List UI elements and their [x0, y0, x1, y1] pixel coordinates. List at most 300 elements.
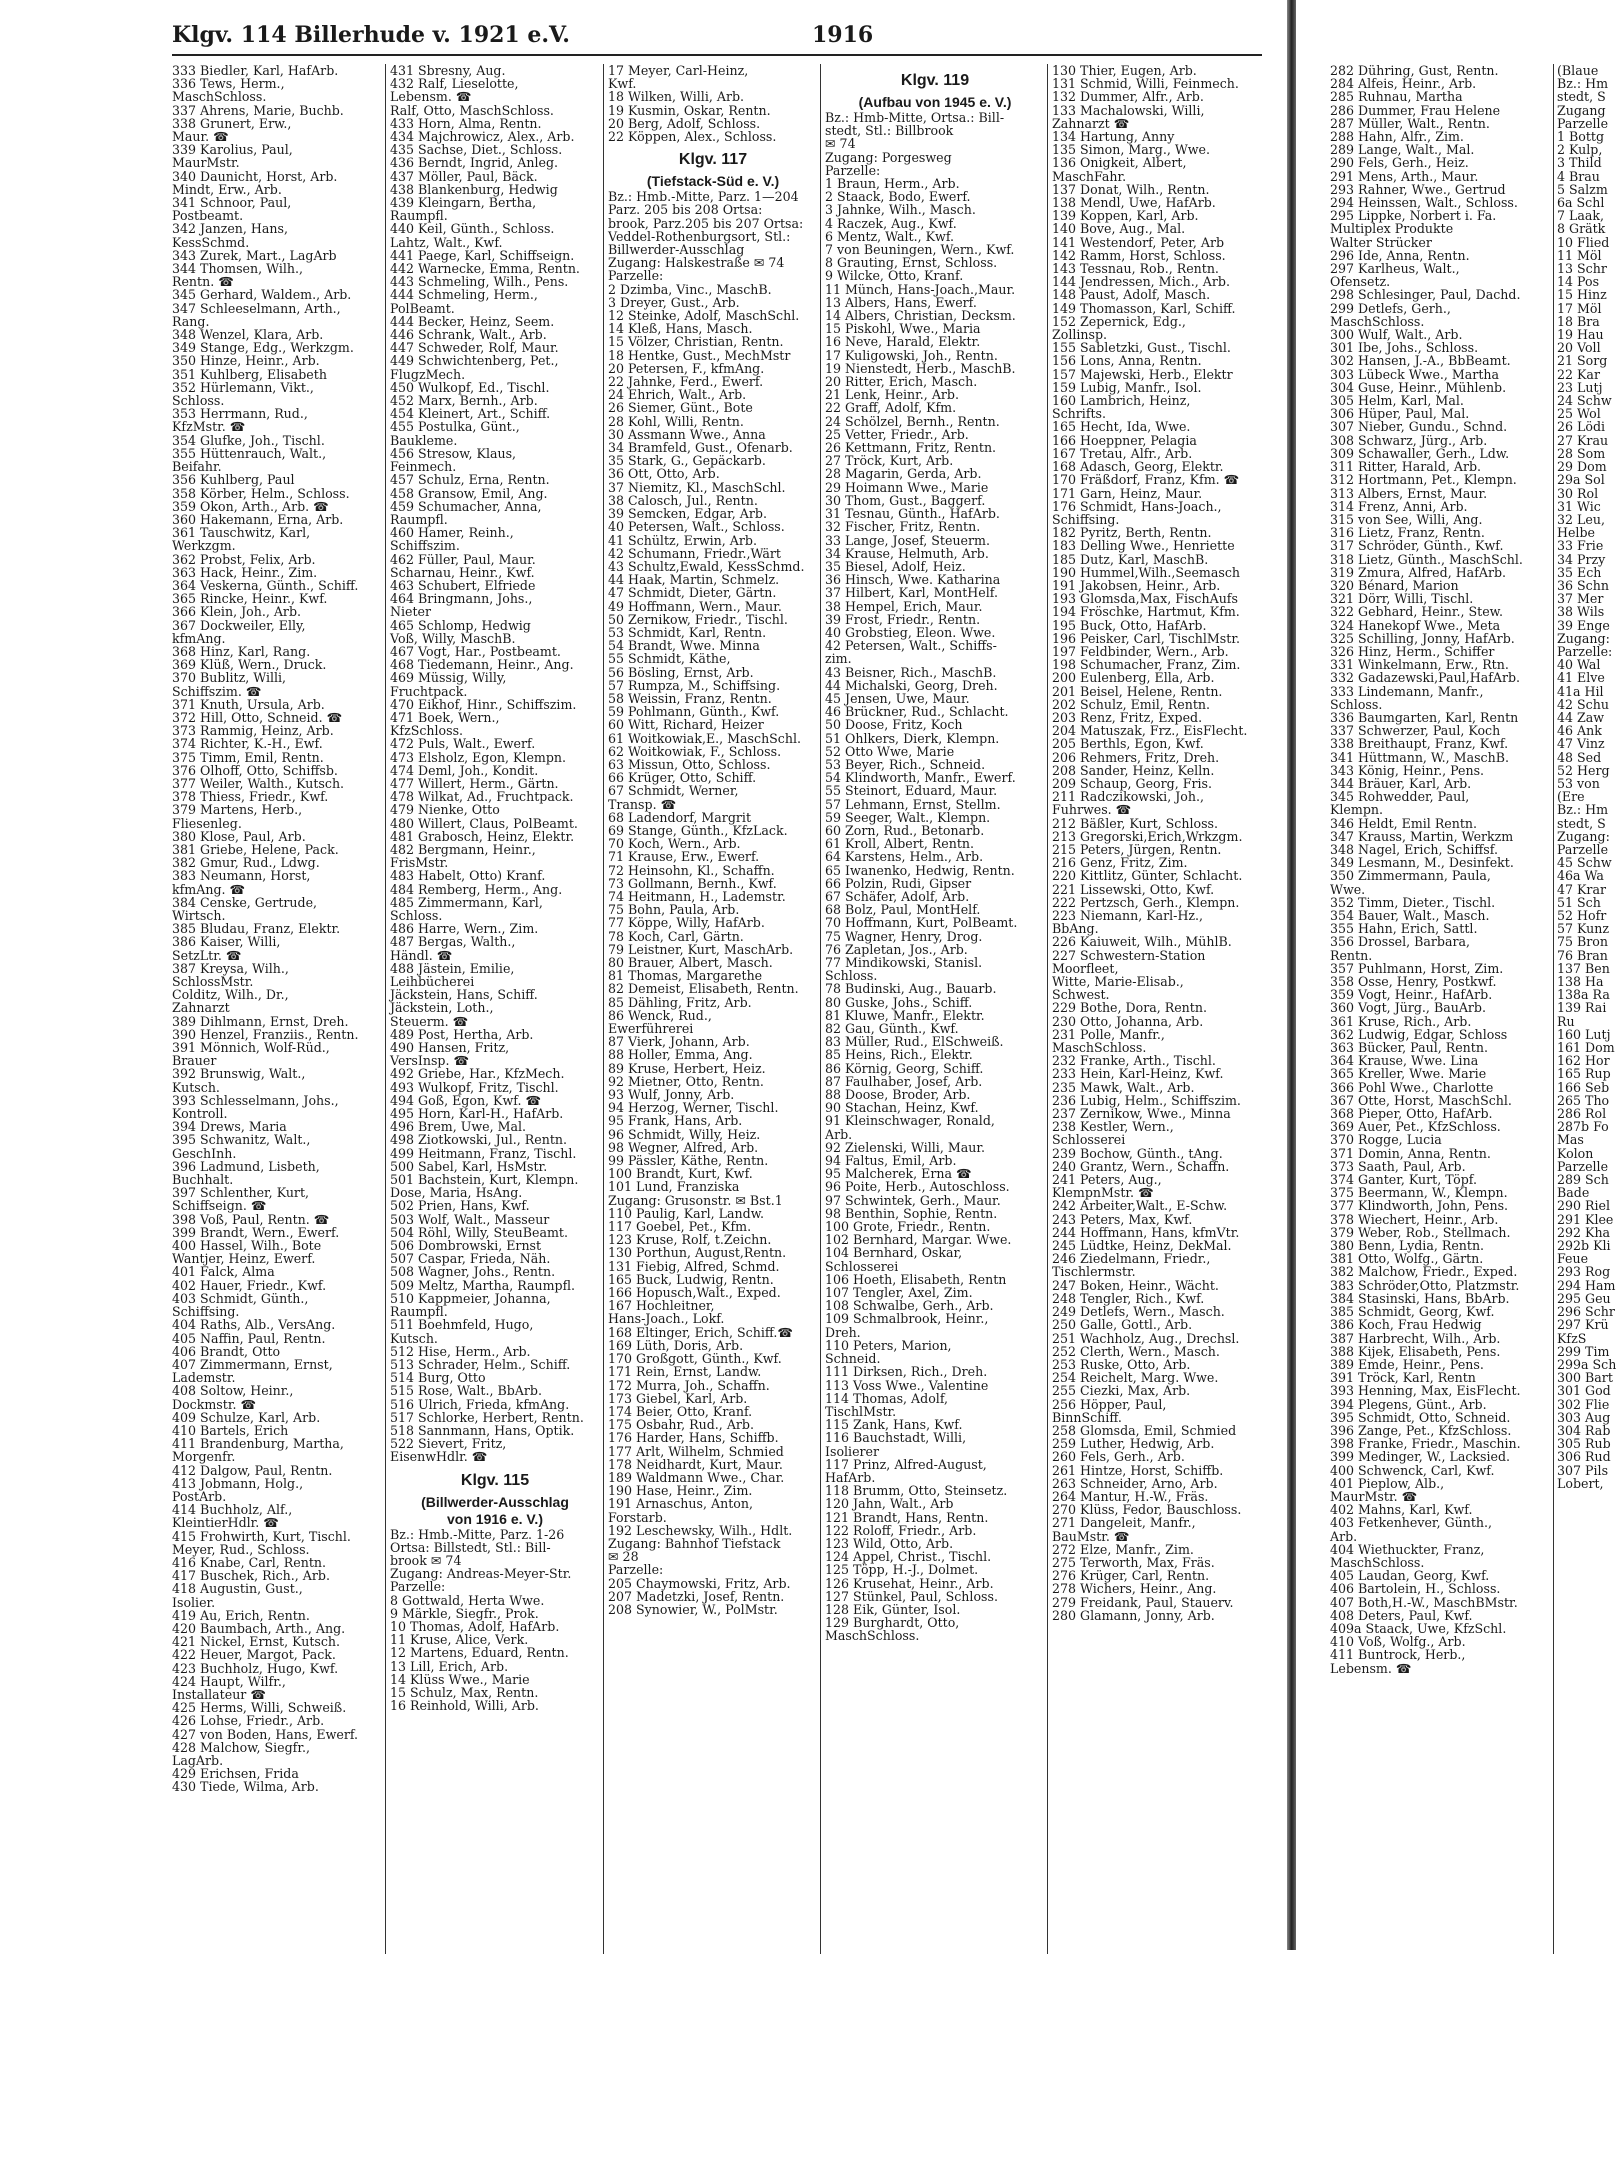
directory-entry: 138 Ha: [1557, 974, 1604, 990]
directory-entry: 239 Bochow, Günth., tAng.: [1052, 1145, 1223, 1161]
directory-entry: BauMstr. ☎: [1052, 1528, 1130, 1544]
directory-entry: 484 Remberg, Herm., Ang.: [390, 881, 563, 897]
directory-entry: 200 Eulenberg, Ella, Arb.: [1052, 670, 1215, 686]
directory-entry: Ofensetz.: [1330, 274, 1391, 290]
directory-entry: Bade: [1557, 1185, 1590, 1201]
directory-entry: 333 Lindemann, Manfr.,: [1330, 683, 1484, 699]
directory-entry: 368 Pieper, Otto, HafArb.: [1330, 1106, 1493, 1122]
directory-entry: 288 Hahn, Alfr., Zim.: [1330, 129, 1464, 145]
directory-entry: Wwe.: [1330, 881, 1366, 897]
directory-entry: 47 Vinz: [1557, 736, 1605, 752]
directory-entry: 139 Rai: [1557, 1000, 1607, 1016]
directory-entry: 85 Heins, Rich., Elektr.: [825, 1047, 973, 1063]
directory-entry: 38 Hempel, Erich, Maur.: [825, 598, 983, 614]
directory-entry: 350 Hinze, Heinr., Arb.: [172, 353, 320, 369]
directory-entry: 357 Puhlmann, Horst, Zim.: [1330, 960, 1504, 976]
directory-entry: 374 Ganter, Kurt, Töpf.: [1330, 1172, 1477, 1188]
directory-entry: Morgenfr.: [172, 1449, 236, 1465]
directory-entry: 415 Frohwirth, Kurt, Tischl.: [172, 1528, 351, 1544]
directory-entry: 403 Schmidt, Günth.,: [172, 1290, 309, 1306]
directory-entry: 407 Zimmermann, Ernst,: [172, 1356, 333, 1372]
directory-entry: 295 Lippke, Norbert i. Fa.: [1330, 208, 1497, 224]
directory-entry: 350 Zimmermann, Paula,: [1330, 868, 1491, 884]
directory-entry: 440 Keil, Günth., Schloss.: [390, 221, 555, 237]
directory-entry: 399 Medinger, W., Lacksied.: [1330, 1449, 1511, 1465]
directory-entry: 426 Lohse, Friedr., Arb.: [172, 1713, 325, 1729]
directory-entry: 42 Schu: [1557, 696, 1609, 712]
directory-entry: 285 Ruhnau, Martha: [1330, 89, 1463, 105]
directory-entry: Zahnarzt ☎: [1052, 115, 1130, 131]
directory-entry: 456 Stresow, Klaus,: [390, 445, 517, 461]
directory-entry: 358 Osse, Henry, Postkwf.: [1330, 974, 1497, 990]
directory-entry: 165 Hecht, Ida, Wwe.: [1052, 419, 1191, 435]
directory-entry: Raumpfl.: [390, 1304, 448, 1320]
directory-column-7: [1557, 63, 1616, 1491]
directory-entry: 139 Koppen, Karl, Arb.: [1052, 208, 1199, 224]
directory-entry: 299 Tim: [1557, 1343, 1610, 1359]
directory-entry: 81 Thomas, Margarethe: [608, 968, 763, 984]
directory-entry: 173 Giebel, Karl, Arb.: [608, 1390, 748, 1406]
directory-entry: Mas: [1557, 1132, 1584, 1148]
directory-entry: 402 Mahns, Karl, Kwf.: [1330, 1502, 1473, 1518]
directory-entry: 492 Griebe, Har., KfzMech.: [390, 1066, 565, 1082]
directory-entry: 496 Brem, Uwe, Mal.: [390, 1119, 527, 1135]
directory-entry: 517 Schlorke, Herbert, Rentn.: [390, 1409, 584, 1425]
directory-entry: 79 Leistner, Kurt, MaschArb.: [608, 941, 794, 957]
directory-entry: 293 Rahner, Wwe., Gertrud: [1330, 181, 1506, 197]
directory-entry: 182 Pyritz, Berth, Rentn.: [1052, 525, 1212, 541]
directory-entry: 17 Möl: [1557, 300, 1602, 316]
directory-entry: 401 Pieplow, Alb.,: [1330, 1475, 1445, 1491]
directory-entry: 231 Polle, Manfr.,: [1052, 1026, 1165, 1042]
directory-entry: 195 Buck, Otto, HafArb.: [1052, 617, 1207, 633]
directory-entry: 339 Karolius, Paul,: [172, 142, 293, 158]
directory-entry: 220 Kittlitz, Günter, Schlacht.: [1052, 868, 1243, 884]
directory-entry: 168 Eltinger, Erich, Schiff.☎: [608, 1324, 794, 1340]
directory-entry: 20 Berg, Adolf, Schloss.: [608, 115, 761, 131]
directory-entry: 384 Censke, Gertrude,: [172, 894, 318, 910]
directory-entry: 4 Brau: [1557, 168, 1600, 184]
directory-entry: 447 Schweder, Rolf, Maur.: [390, 340, 559, 356]
directory-entry: (Ere: [1557, 789, 1585, 805]
directory-entry: 251 Wachholz, Aug., Drechsl.: [1052, 1330, 1240, 1346]
directory-entry: MaschSchloss.: [1330, 313, 1425, 329]
directory-entry: Zugang: Porgesweg: [825, 149, 952, 165]
directory-entry: ✉ 28: [608, 1549, 639, 1565]
directory-entry: 30 Rol: [1557, 485, 1599, 501]
directory-entry: 20 Ritter, Erich, Masch.: [825, 374, 978, 390]
page-header: [172, 20, 1262, 56]
directory-entry: 83 Müller, Rud., ElSchweiß.: [825, 1034, 1004, 1050]
directory-entry: 409 Schulze, Karl, Arb.: [172, 1409, 321, 1425]
directory-entry: Bz.: Hm: [1557, 76, 1609, 92]
directory-entry: 26 Lödi: [1557, 419, 1606, 435]
directory-entry: 211 Radczikowski, Joh.,: [1052, 789, 1204, 805]
directory-entry: 395 Schwanitz, Walt.,: [172, 1132, 311, 1148]
directory-entry: 389 Dihlmann, Ernst, Dreh.: [172, 1013, 349, 1029]
directory-entry: 85 Dähling, Fritz, Arb.: [608, 994, 752, 1010]
directory-entry: 486 Harre, Wern., Zim.: [390, 921, 539, 937]
directory-entry: 50 Zernikow, Friedr., Tischl.: [608, 611, 788, 627]
directory-entry: 240 Grantz, Wern., Schaffn.: [1052, 1158, 1230, 1174]
directory-entry: 78 Koch, Carl, Gärtn.: [608, 928, 744, 944]
directory-entry: Schloss.: [390, 908, 443, 923]
directory-entry: Lahtz, Walt., Kwf.: [390, 234, 503, 250]
directory-entry: 194 Fröschke, Hartmut, Kfm.: [1052, 604, 1240, 620]
directory-entry: 399 Brandt, Wern., Ewerf.: [172, 1224, 340, 1240]
directory-entry: 53 Beyer, Rich., Schneid.: [825, 756, 986, 772]
directory-entry: 24 Ehrich, Walt., Arb.: [608, 387, 747, 403]
directory-entry: Zugang: [1557, 102, 1606, 118]
directory-entry: 3 Thild: [1557, 155, 1602, 171]
directory-entry: 87 Faulhaber, Josef, Arb.: [825, 1073, 983, 1089]
directory-entry: 66 Krüger, Otto, Schiff.: [608, 770, 757, 786]
directory-entry: 75 Bron: [1557, 934, 1608, 950]
directory-entry: 396 Ladmund, Lisbeth,: [172, 1158, 320, 1174]
directory-entry: 171 Garn, Heinz, Maur.: [1052, 485, 1203, 501]
directory-entry: 4 Raczek, Aug., Kwf.: [825, 215, 957, 231]
directory-entry: 44 Michalski, Georg, Dreh.: [825, 677, 998, 693]
directory-entry: 366 Klein, Joh., Arb.: [172, 604, 302, 620]
directory-entry: 302 Hansen, J.-A., BbBeamt.: [1330, 353, 1511, 369]
directory-entry: brook, Parz.205 bis 207 Ortsa:: [608, 215, 804, 231]
directory-entry: Helbe: [1557, 525, 1595, 541]
directory-entry: TischlMstr.: [825, 1403, 897, 1419]
directory-entry: 354 Glufke, Joh., Tischl.: [172, 432, 325, 448]
directory-entry: 167 Tretau, Alfr., Arb.: [1052, 445, 1193, 461]
directory-entry: 223 Niemann, Karl-Hz.,: [1052, 908, 1204, 923]
directory-entry: 373 Rammig, Heinz, Arb.: [172, 723, 334, 739]
directory-entry: 52 Otto Wwe, Marie: [825, 743, 955, 759]
directory-column-4: [825, 64, 1045, 1643]
directory-entry: 271 Dangeleit, Manfr.,: [1052, 1515, 1196, 1531]
directory-entry: 17 Kuligowski, Joh., Rentn.: [825, 347, 998, 363]
directory-entry: 90 Stachan, Heinz, Kwf.: [825, 1100, 979, 1116]
directory-entry: 16 Reinhold, Willi, Arb.: [390, 1698, 539, 1714]
directory-entry: 44 Haak, Martin, Schmelz.: [608, 572, 780, 588]
directory-entry: Wirtsch.: [172, 908, 226, 923]
directory-entry: 382 Gmur, Rud., Ldwg.: [172, 855, 320, 871]
directory-entry: 256 Höpper, Paul,: [1052, 1396, 1167, 1412]
directory-entry: 490 Hansen, Fritz,: [390, 1040, 510, 1056]
directory-entry: 284 Alfeis, Heinr., Arb.: [1330, 76, 1477, 92]
directory-entry: 372 Hill, Otto, Schneid. ☎: [172, 709, 343, 725]
directory-entry: 113 Voss Wwe., Valentine: [825, 1377, 989, 1393]
directory-entry: 167 Hochleitner,: [608, 1298, 715, 1314]
directory-entry: Lademstr.: [172, 1370, 236, 1386]
directory-entry: 473 Elsholz, Egon, Klempn.: [390, 749, 567, 765]
directory-entry: 221 Lissewski, Otto, Kwf.: [1052, 881, 1215, 897]
directory-entry: 39 Semcken, Edgar, Arb.: [608, 506, 767, 522]
directory-entry: 421 Nickel, Ernst, Kutsch.: [172, 1634, 341, 1650]
directory-entry: 93 Wulf, Jonny, Arb.: [608, 1087, 735, 1103]
directory-entry: KlempnMstr. ☎: [1052, 1185, 1154, 1201]
directory-entry: 253 Ruske, Otto, Arb.: [1052, 1356, 1191, 1372]
directory-entry: 75 Wagner, Henry, Drog.: [825, 928, 983, 944]
directory-entry: 458 Gransow, Emil, Ang.: [390, 485, 548, 501]
directory-column-3: [608, 64, 818, 1616]
directory-entry: Meyer, Rud., Schloss.: [172, 1541, 310, 1557]
directory-entry: 430 Tiede, Wilma, Arb.: [172, 1779, 319, 1795]
directory-entry: 160 Lutj: [1557, 1026, 1611, 1042]
directory-entry: 305 Rub: [1557, 1436, 1611, 1452]
directory-entry: 340 Daunicht, Horst, Arb.: [172, 168, 338, 184]
directory-entry: 23 Lutj: [1557, 379, 1603, 395]
directory-entry: Zugang: Grusonstr. ✉ Bst.1: [608, 1192, 783, 1208]
directory-entry: 395 Schmidt, Otto, Schneid.: [1330, 1409, 1511, 1425]
directory-entry: stedt, S: [1557, 89, 1606, 105]
directory-column-1: [172, 64, 382, 1794]
section-subtitle: (Tiefstack-Süd e. V.): [646, 173, 780, 190]
directory-entry: Kolon: [1557, 1145, 1594, 1161]
directory-entry: 227 Schwestern-Station: [1052, 947, 1206, 963]
directory-entry: Raumpfl.: [390, 511, 448, 527]
directory-entry: 100 Grote, Friedr., Rentn.: [825, 1219, 991, 1235]
directory-entry: 77 Mindikowski, Stanisl.: [825, 955, 983, 970]
directory-entry: 300 Bart: [1557, 1370, 1613, 1386]
directory-entry: 351 Kuhlberg, Elisabeth: [172, 366, 327, 382]
directory-entry: 356 Drossel, Barbara,: [1330, 934, 1471, 950]
directory-entry: 45 Schw: [1557, 855, 1612, 871]
directory-entry: 261 Hintze, Horst, Schiffb.: [1052, 1462, 1224, 1478]
directory-entry: Steuerm. ☎: [390, 1013, 469, 1029]
directory-entry: Mindt, Erw., Arb.: [172, 181, 282, 197]
column-divider: [385, 64, 386, 1954]
directory-entry: 468 Tiedemann, Heinr., Ang.: [390, 657, 574, 673]
directory-entry: 116 Bauchstadt, Willi,: [825, 1430, 967, 1446]
directory-entry: 480 Willert, Claus, PolBeamt.: [390, 815, 578, 831]
directory-entry: 518 Sannmann, Hans, Optik.: [390, 1422, 575, 1438]
directory-entry: 337 Ahrens, Marie, Buchb.: [172, 102, 344, 118]
directory-entry: 300 Wulf, Walt., Arb.: [1330, 327, 1463, 343]
directory-entry: Schloss.: [825, 968, 878, 984]
directory-entry: 435 Sachse, Diet., Schloss.: [390, 142, 563, 158]
directory-entry: 304 Rab: [1557, 1422, 1611, 1438]
directory-entry: 410 Voß, Wolfg., Arb.: [1330, 1634, 1466, 1650]
directory-entry: 124 Appel, Christ., Tischl.: [825, 1549, 992, 1565]
directory-entry: 232 Franke, Arth., Tischl.: [1052, 1053, 1216, 1069]
directory-entry: 474 Deml, Joh., Kondit.: [390, 762, 539, 778]
directory-entry: 137 Ben: [1557, 960, 1610, 976]
directory-entry: 126 Krusehat, Heinr., Arb.: [825, 1575, 994, 1591]
directory-entry: 349 Stange, Edg., Werkzgm.: [172, 340, 354, 356]
directory-entry: 53 Schmidt, Karl, Rentn.: [608, 624, 767, 640]
directory-entry: 18 Hentke, Gust., MechMstr: [608, 347, 791, 363]
directory-entry: 29a Sol: [1557, 472, 1605, 488]
directory-entry: 230 Otto, Johanna, Arb.: [1052, 1013, 1204, 1029]
directory-entry: 394 Plegens, Günt., Arb.: [1330, 1396, 1487, 1412]
directory-entry: 258 Glomsda, Emil, Schmied: [1052, 1422, 1237, 1438]
directory-entry: 441 Paege, Karl, Schiffseign.: [390, 247, 575, 263]
directory-entry: 29 Dom: [1557, 459, 1607, 475]
directory-entry: 512 Hise, Herm., Arb.: [390, 1343, 531, 1359]
directory-entry: 33 Frie: [1557, 538, 1604, 554]
directory-entry: 160 Lambrich, Heinz,: [1052, 393, 1191, 409]
directory-entry: Parzelle:: [390, 1579, 446, 1595]
directory-entry: 254 Reichelt, Marg. Wwe.: [1052, 1370, 1219, 1386]
directory-entry: 88 Doose, Broder, Arb.: [825, 1087, 971, 1103]
directory-entry: 178 Neidhardt, Kurt, Maur.: [608, 1456, 783, 1472]
directory-entry: 355 Hüttenrauch, Walt.,: [172, 445, 327, 461]
directory-entry: 255 Ciezki, Max, Arb.: [1052, 1383, 1191, 1399]
directory-entry: 138 Mendl, Uwe, HafArb.: [1052, 195, 1216, 211]
directory-entry: Schlosserei: [1052, 1132, 1126, 1148]
directory-entry: 89 Kruse, Herbert, Heiz.: [608, 1060, 766, 1076]
directory-entry: 144 Jendressen, Mich., Arb.: [1052, 274, 1230, 290]
directory-entry: 18 Bra: [1557, 313, 1600, 329]
directory-entry: 272 Elze, Manfr., Zim.: [1052, 1541, 1194, 1557]
directory-entry: 493 Wulkopf, Fritz, Tischl.: [390, 1079, 559, 1095]
directory-entry: 110 Paulig, Karl, Landw.: [608, 1205, 764, 1221]
directory-entry: 170 Fräßdorf, Franz, Kfm. ☎: [1052, 472, 1240, 488]
directory-entry: 2 Kulp,: [1557, 142, 1603, 158]
directory-entry: 57 Rumpza, M., Schiffsing.: [608, 677, 781, 693]
directory-entry: 201 Beisel, Helene, Rentn.: [1052, 683, 1223, 699]
directory-entry: 290 Riel: [1557, 1198, 1611, 1214]
directory-entry: 192 Leschewsky, Wilh., Hdlt.: [608, 1522, 793, 1538]
directory-entry: 400 Hassel, Wilh., Bote: [172, 1238, 322, 1254]
directory-entry: 28 Kohl, Willi, Rentn.: [608, 413, 744, 429]
directory-entry: 406 Brandt, Otto: [172, 1343, 281, 1359]
directory-entry: 45 Jensen, Uwe, Maur.: [825, 690, 970, 706]
directory-entry: 303 Lübeck Wwe., Martha: [1330, 366, 1500, 382]
directory-entry: MaschSchloss.: [1330, 1554, 1425, 1570]
directory-entry: 206 Rehmers, Fritz, Dreh.: [1052, 749, 1220, 765]
directory-entry: 419 Au, Erich, Rentn.: [172, 1607, 310, 1623]
section-heading: Klgv. 117: [678, 151, 748, 169]
directory-entry: 371 Knuth, Ursula, Arb.: [172, 696, 325, 712]
directory-entry: 78 Budinski, Aug., Bauarb.: [825, 981, 997, 997]
directory-entry: 495 Horn, Karl-H., HafArb.: [390, 1106, 564, 1122]
directory-entry: 406 Bartolein, H., Schloss.: [1330, 1581, 1501, 1597]
directory-entry: 202 Schulz, Emil, Rentn.: [1052, 696, 1211, 712]
directory-entry: 483 Habelt, Otto) Kranf.: [390, 868, 546, 884]
directory-entry: 138a Ra: [1557, 987, 1610, 1003]
directory-entry: 132 Dummer, Alfr., Arb.: [1052, 89, 1204, 105]
directory-entry: 424 Haupt, Wilfr.,: [172, 1673, 286, 1689]
directory-entry: 444 Becker, Heinz, Seem.: [390, 313, 555, 329]
directory-entry: 442 Warnecke, Emma, Rentn.: [390, 261, 580, 277]
directory-entry: 39 Enge: [1557, 617, 1610, 633]
directory-entry: 354 Bauer, Walt., Masch.: [1330, 908, 1490, 923]
directory-entry: Dockmstr. ☎: [172, 1396, 257, 1412]
directory-entry: 467 Vogt, Har., Postbeamt.: [390, 643, 561, 659]
directory-entry: 299 Detlefs, Gerh.,: [1330, 300, 1451, 316]
directory-entry: 356 Kuhlberg, Paul: [172, 472, 295, 488]
directory-entry: Postbeamt.: [172, 208, 244, 224]
directory-entry: 171 Rein, Ernst, Landw.: [608, 1364, 762, 1380]
directory-entry: Ortsa: Billstedt, Stl.: Bill-: [390, 1539, 551, 1555]
directory-entry: 166 Hoeppner, Pelagia: [1052, 432, 1197, 448]
directory-entry: 400 Schwenck, Carl, Kwf.: [1330, 1462, 1495, 1478]
directory-entry: 370 Bublitz, Willi,: [172, 670, 287, 686]
directory-entry: Parzelle:: [825, 162, 881, 178]
directory-entry: 69 Stange, Günth., KfzLack.: [608, 822, 788, 838]
directory-entry: 68 Bolz, Paul, MontHelf.: [825, 902, 981, 918]
directory-entry: 260 Fels, Gerh., Arb.: [1052, 1449, 1185, 1465]
directory-entry: 362 Probst, Felix, Arb.: [172, 551, 316, 567]
directory-entry: 34 Bramfeld, Gust., Ofenarb.: [608, 440, 793, 456]
directory-entry: Schloss.: [172, 393, 225, 409]
directory-entry: 134 Hartung, Anny: [1052, 129, 1175, 145]
directory-entry: 11 Münch, Hans-Joach.,Maur.: [825, 281, 1016, 297]
directory-entry: 341 Schnoor, Paul,: [172, 195, 292, 211]
directory-entry: 42 Schumann, Friedr.,Wärt: [608, 545, 781, 561]
directory-entry: 176 Harder, Hans, Schiffb.: [608, 1430, 779, 1446]
directory-entry: 368 Hinz, Karl, Rang.: [172, 643, 311, 659]
directory-entry: 385 Schmidt, Georg, Kwf.: [1330, 1304, 1495, 1320]
directory-entry: 455 Postulka, Günt.,: [390, 419, 520, 435]
directory-entry: 407 Both,H.-W., MaschBMstr.: [1330, 1594, 1518, 1610]
directory-entry: MaurMstr.: [172, 155, 240, 171]
directory-entry: 36 Hinsch, Wwe. Katharina: [825, 572, 1001, 588]
directory-entry: 28 Som: [1557, 445, 1606, 461]
directory-entry: 417 Buschek, Rich., Arb.: [172, 1568, 330, 1584]
directory-entry: 40 Grobstieg, Eleon. Wwe.: [825, 624, 996, 640]
directory-entry: 352 Timm, Dieter., Tischl.: [1330, 894, 1496, 910]
directory-entry: 365 Rincke, Heinr., Kwf.: [172, 591, 328, 607]
directory-entry: 185 Dutz, Karl, MaschB.: [1052, 551, 1209, 567]
directory-entry: 198 Schumacher, Franz, Zim.: [1052, 657, 1241, 673]
directory-entry: 382 Malchow, Friedr., Exped.: [1330, 1264, 1518, 1280]
header-title: Klgv. 114 Billerhude v. 1921 e.V.: [172, 22, 570, 48]
directory-entry: Forstarb.: [608, 1509, 667, 1525]
directory-entry: Fruchtpack.: [390, 683, 468, 699]
directory-entry: 32 Leu,: [1557, 511, 1605, 527]
directory-entry: 275 Terworth, Max, Fräs.: [1052, 1554, 1215, 1570]
directory-entry: 338 Breithaupt, Franz, Kwf.: [1330, 736, 1509, 752]
directory-entry: 15 Hinz: [1557, 287, 1607, 303]
directory-entry: 250 Galle, Gottl., Arb.: [1052, 1317, 1193, 1333]
directory-entry: 482 Bergmann, Heinr.,: [390, 841, 536, 857]
directory-entry: 383 Neumann, Horst,: [172, 868, 311, 884]
directory-entry: 478 Wilkat, Ad., Fruchtpack.: [390, 789, 574, 805]
directory-entry: 191 Jakobsen, Heinr., Arb.: [1052, 577, 1221, 593]
directory-entry: 152 Zepernick, Edg.,: [1052, 313, 1186, 329]
directory-entry: 265 Tho: [1557, 1092, 1610, 1108]
directory-entry: Kontroll.: [172, 1106, 228, 1122]
directory-entry: Isolierer: [825, 1443, 880, 1459]
directory-entry: 343 König, Heinr., Pens.: [1330, 762, 1485, 778]
directory-column-2: [390, 64, 600, 1712]
directory-entry: 215 Peters, Jürgen, Rentn.: [1052, 841, 1222, 857]
directory-entry: 55 Steinort, Eduard, Maur.: [825, 783, 998, 799]
directory-entry: 56 Bösling, Ernst, Arb.: [608, 664, 754, 680]
directory-entry: 341 Hüttmann, W., MaschB.: [1330, 749, 1509, 765]
directory-entry: Zugang: Bahnhof Tiefstack: [608, 1535, 781, 1551]
directory-entry: 381 Otto, Wolfg., Gärtn.: [1330, 1251, 1484, 1267]
directory-entry: Raumpfl.: [390, 208, 448, 224]
directory-entry: 348 Wenzel, Klara, Arb.: [172, 327, 324, 343]
column-divider: [1553, 64, 1554, 1954]
section-subtitle: (Aufbau von 1945 e. V.): [858, 94, 1012, 110]
directory-entry: 375 Beermann, W., Klempn.: [1330, 1185, 1508, 1201]
directory-entry: 108 Schwalbe, Gerh., Arb.: [825, 1298, 994, 1314]
directory-entry: 74 Heitmann, H., Lademstr.: [608, 888, 786, 904]
directory-entry: 76 Bran: [1557, 947, 1608, 963]
directory-entry: 38 Wils: [1557, 604, 1605, 620]
directory-entry: KfzSchloss.: [390, 723, 464, 739]
directory-entry: 6a Schl: [1557, 195, 1605, 211]
directory-entry: Schiffsing.: [172, 1304, 240, 1320]
directory-entry: PolBeamt.: [390, 300, 455, 316]
directory-entry: Ewerführerei: [608, 1021, 694, 1037]
directory-entry: 392 Brunswig, Walt.,: [172, 1066, 306, 1082]
directory-entry: 348 Nagel, Erich, Schiffsf.: [1330, 841, 1498, 857]
directory-entry: 52 Hofr: [1557, 908, 1607, 923]
directory-entry: Fuhrwes. ☎: [1052, 802, 1132, 818]
directory-entry: 241 Peters, Aug.,: [1052, 1172, 1162, 1188]
